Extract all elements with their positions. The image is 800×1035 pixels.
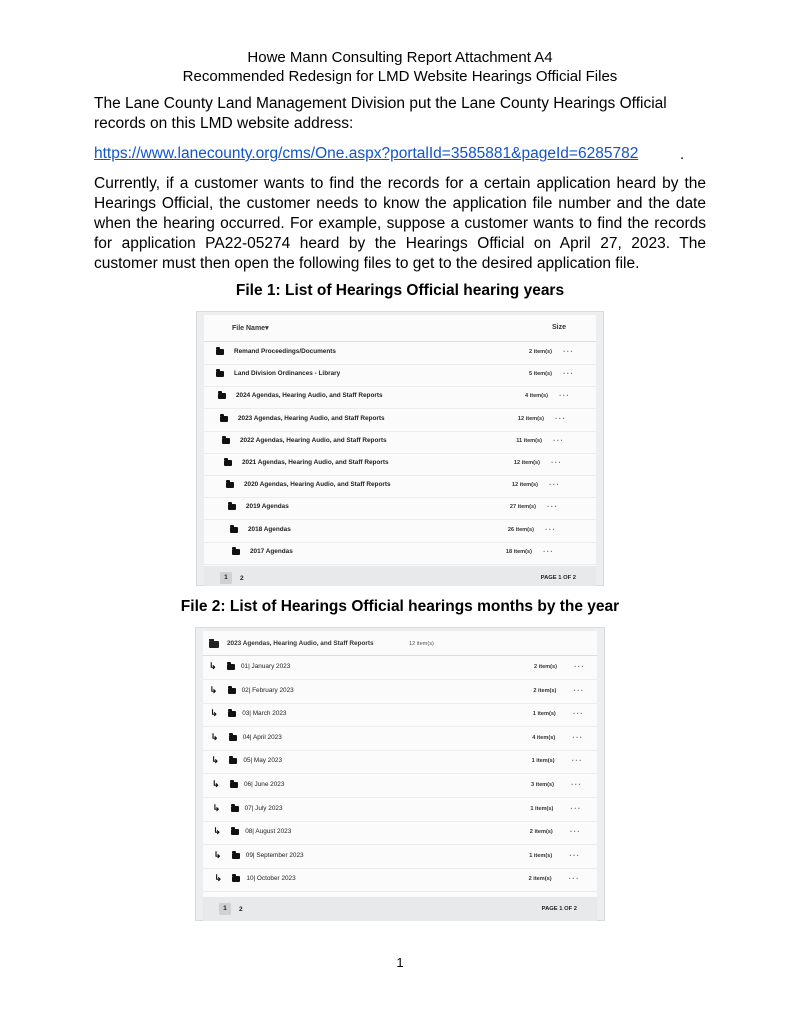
more-options-icon[interactable]: ··· [572, 709, 584, 719]
file2-folder-header [203, 631, 597, 656]
folder-icon [232, 549, 240, 555]
folder-row[interactable] [204, 497, 596, 520]
file2-list [203, 631, 597, 921]
file1-pager [204, 566, 596, 586]
page-2-button[interactable]: 2 [240, 575, 244, 582]
month-folder-row[interactable] [203, 657, 597, 680]
website-link[interactable]: https://www.lanecounty.org/cms/One.aspx?portalId=3585881&pageId=6285782 [94, 145, 639, 162]
folder-icon [231, 829, 239, 835]
folder-row[interactable] [204, 386, 596, 409]
more-options-icon[interactable]: ··· [563, 347, 574, 356]
file1-table-header [204, 315, 596, 342]
page-2-button[interactable]: 2 [239, 906, 243, 913]
folder-icon [231, 806, 239, 812]
folder-icon [232, 853, 240, 859]
more-options-icon[interactable]: ··· [555, 413, 566, 423]
month-folder-row[interactable] [203, 799, 597, 822]
month-folder-row[interactable] [203, 846, 597, 869]
folder-name[interactable]: 10| October 2023 [246, 875, 296, 883]
page-1-button[interactable]: 1 [220, 572, 232, 584]
item-count: 1 item(s) [529, 852, 553, 859]
folder-name[interactable]: 2023 Agendas, Hearing Audio, and Staff Reports [238, 414, 385, 422]
body-paragraph: Currently, if a customer wants to find the records for a certain application heard by the Hearings Official, the customer needs to know the application file number and the date when the hearing occurred. For example, suppose a customer wants to find the records for application PA22-05274 heard by the Hearings Official on April 27, 2023. The customer must then open the following files to get to the desired application file. [94, 175, 706, 272]
item-count: 2 item(s) [533, 664, 557, 670]
folder-name[interactable]: 2021 Agendas, Hearing Audio, and Staff Reports [242, 459, 389, 466]
file1-screenshot [196, 311, 604, 586]
folder-icon [229, 735, 237, 741]
subfolder-arrow-icon: ↳ [210, 708, 218, 719]
more-options-icon[interactable]: ··· [571, 780, 582, 789]
item-count: 2 item(s) [529, 829, 553, 836]
folder-name[interactable]: 04| April 2023 [242, 733, 282, 741]
folder-name[interactable]: 07| July 2023 [244, 804, 283, 812]
more-options-icon[interactable]: ··· [543, 546, 554, 556]
folder-name[interactable]: Land Division Ordinances - Library [234, 370, 341, 378]
file2-pager [203, 897, 597, 921]
folder-icon [224, 460, 232, 466]
more-options-icon[interactable]: ··· [559, 391, 570, 401]
item-count: 1 item(s) [532, 711, 556, 718]
file2-title: File 2: List of Hearings Official hearings months by the year [180, 598, 620, 615]
more-options-icon[interactable]: ··· [547, 502, 558, 512]
open-folder-icon [209, 641, 219, 648]
more-options-icon[interactable]: ··· [571, 756, 583, 766]
folder-row[interactable] [204, 342, 596, 365]
item-count: 18 item(s) [505, 548, 532, 555]
item-count: 4 item(s) [532, 734, 556, 741]
more-options-icon[interactable]: ··· [553, 435, 564, 445]
item-count: 2 item(s) [533, 687, 557, 694]
folder-name: 2023 Agendas, Hearing Audio, and Staff Reports [227, 640, 374, 647]
subfolder-arrow-icon: ↳ [214, 873, 222, 884]
folder-name[interactable]: 2020 Agendas, Hearing Audio, and Staff Reports [244, 481, 391, 489]
more-options-icon[interactable]: ··· [572, 732, 584, 742]
month-folder-row[interactable] [203, 822, 597, 845]
folder-row[interactable] [204, 475, 596, 498]
month-folder-row[interactable] [203, 728, 597, 751]
item-count: 12 item(s) [511, 482, 538, 489]
page-indicator: PAGE 1 OF 2 [540, 575, 576, 581]
folder-row[interactable] [204, 431, 596, 454]
folder-icon [229, 758, 237, 764]
folder-name[interactable]: 08| August 2023 [245, 828, 292, 836]
more-options-icon[interactable]: ··· [574, 662, 585, 671]
subfolder-arrow-icon: ↳ [212, 802, 221, 813]
subfolder-arrow-icon: ↳ [212, 779, 220, 789]
more-options-icon[interactable]: ··· [551, 458, 562, 467]
subfolder-arrow-icon: ↳ [210, 731, 219, 742]
folder-icon [228, 711, 236, 717]
folder-name[interactable]: 2024 Agendas, Hearing Audio, and Staff Reports [236, 392, 383, 400]
folder-name[interactable]: 02| February 2023 [241, 686, 294, 694]
item-count: 2 item(s) [528, 349, 552, 355]
month-folder-row[interactable] [203, 681, 597, 704]
folder-icon [228, 688, 236, 694]
header-line-1: Howe Mann Consulting Report Attachment A4 [247, 49, 553, 66]
page-number: 1 [396, 955, 404, 970]
folder-count: 12 item(s) [409, 641, 434, 647]
item-count: 1 item(s) [530, 805, 554, 812]
more-options-icon[interactable]: ··· [569, 827, 581, 837]
folder-name[interactable]: 01| January 2023 [241, 663, 291, 670]
folder-icon [226, 482, 234, 488]
item-count: 1 item(s) [531, 758, 555, 765]
folder-name[interactable]: 2019 Agendas [246, 503, 289, 511]
item-count: 2 item(s) [528, 876, 552, 883]
month-folder-row[interactable] [203, 751, 597, 774]
subfolder-arrow-icon: ↳ [209, 684, 218, 695]
link-trailing-period: . [680, 146, 685, 163]
file-name-column-header[interactable]: File Name▾ [232, 325, 269, 332]
page-1-button[interactable]: 1 [219, 903, 231, 915]
item-count: 12 item(s) [517, 415, 544, 422]
folder-name[interactable]: Remand Proceedings/Documents [234, 348, 336, 355]
folder-name[interactable]: 06| June 2023 [244, 781, 285, 788]
more-options-icon[interactable]: ··· [573, 685, 585, 695]
folder-icon [222, 438, 230, 444]
item-count: 4 item(s) [524, 393, 548, 400]
folder-name[interactable]: 03| March 2023 [242, 710, 287, 718]
item-count: 3 item(s) [530, 782, 554, 788]
intro-paragraph: The Lane County Land Management Division put the Lane County Hearings Official records on this LMD website address: [94, 95, 667, 132]
folder-row[interactable] [204, 453, 596, 476]
folder-icon [227, 664, 235, 670]
more-options-icon[interactable]: ··· [570, 803, 582, 813]
folder-icon [216, 349, 224, 355]
month-folder-row[interactable] [203, 869, 597, 892]
subfolder-arrow-icon: ↳ [213, 849, 222, 860]
subfolder-arrow-icon: ↳ [209, 661, 217, 671]
header-line-2: Recommended Redesign for LMD Website Hearings Official Files [182, 68, 618, 85]
file1-title: File 1: List of Hearings Official hearing years [235, 282, 565, 299]
link-line [94, 144, 706, 164]
more-options-icon[interactable]: ··· [569, 850, 581, 860]
folder-icon [228, 504, 236, 510]
page-indicator: PAGE 1 OF 2 [541, 906, 577, 912]
month-folder-row[interactable] [203, 704, 597, 727]
file2-screenshot [195, 627, 605, 921]
folder-icon [218, 393, 226, 399]
folder-icon [216, 371, 224, 377]
folder-icon [232, 876, 240, 882]
item-count: 26 item(s) [507, 526, 534, 533]
folder-name[interactable]: 2018 Agendas [248, 525, 291, 533]
folder-name[interactable]: 05| May 2023 [243, 757, 282, 765]
file1-list [204, 315, 596, 586]
folder-name[interactable]: 2017 Agendas [250, 547, 293, 555]
folder-row[interactable] [204, 409, 596, 432]
folder-icon [230, 527, 238, 533]
folder-row[interactable] [204, 542, 596, 565]
month-folder-row[interactable] [203, 775, 597, 798]
folder-name[interactable]: 2022 Agendas, Hearing Audio, and Staff Reports [240, 436, 387, 444]
document-header [0, 48, 800, 86]
size-column-header: Size [551, 324, 566, 331]
item-count: 27 item(s) [509, 504, 536, 511]
folder-icon [220, 416, 228, 422]
item-count: 12 item(s) [513, 460, 540, 466]
folder-icon [230, 782, 238, 788]
more-options-icon[interactable]: ··· [549, 480, 560, 490]
folder-row[interactable] [204, 520, 596, 543]
item-count: 11 item(s) [516, 437, 542, 444]
folder-name[interactable]: 09| September 2023 [245, 851, 304, 859]
folder-row[interactable] [204, 364, 596, 387]
subfolder-arrow-icon: ↳ [213, 826, 221, 837]
more-options-icon[interactable]: ··· [545, 524, 556, 534]
more-options-icon[interactable]: ··· [568, 874, 580, 884]
more-options-icon[interactable]: ··· [563, 369, 574, 379]
subfolder-arrow-icon: ↳ [211, 755, 219, 766]
item-count: 5 item(s) [528, 371, 552, 378]
